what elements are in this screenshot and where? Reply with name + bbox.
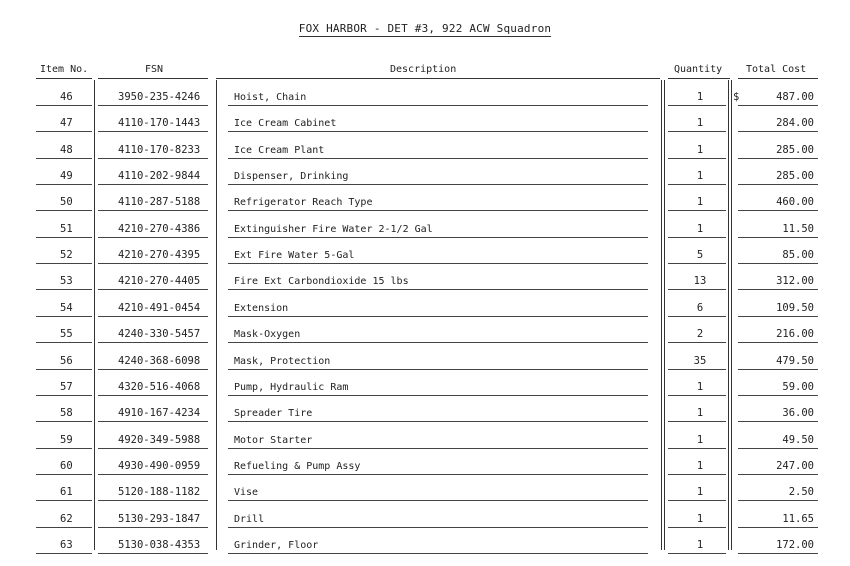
table-row [0, 83, 850, 109]
description-value: Refueling & Pump Assy [234, 460, 361, 472]
quantity-value: 1 [696, 538, 704, 551]
quantity-value: 1 [696, 170, 704, 183]
row-underline [738, 263, 818, 264]
row-underline [738, 369, 818, 370]
header-fsn: FSN [145, 64, 164, 75]
row-underline [98, 369, 208, 370]
fsn-value: 3950-235-4246 [118, 91, 201, 103]
row-underline [738, 342, 818, 343]
row-underline [98, 237, 208, 238]
item-number: 61 [60, 486, 73, 499]
header-rule [738, 78, 818, 79]
row-underline [228, 421, 648, 422]
description-value: Extinguisher Fire Water 2-1/2 Gal [234, 223, 433, 235]
row-underline [668, 131, 726, 132]
description-value: Hoist, Chain [234, 92, 307, 103]
header-quantity: Quantity [674, 64, 723, 75]
description-value: Ice Cream Cabinet [234, 118, 337, 130]
fsn-value: 4210-491-0454 [118, 301, 201, 314]
table-row [0, 215, 850, 241]
row-underline [668, 158, 726, 159]
row-underline [98, 421, 208, 422]
fsn-value: 4110-202-9844 [118, 170, 201, 183]
item-number: 59 [60, 433, 73, 446]
row-underline [228, 105, 648, 106]
total-cost-value: 479.50 [776, 354, 814, 367]
row-underline [738, 553, 818, 554]
total-cost-value: 247.00 [776, 459, 814, 472]
fsn-value: 4920-349-5988 [118, 433, 201, 446]
total-cost-value: 285.00 [776, 170, 814, 183]
total-cost-value: 487.00 [776, 91, 814, 103]
row-underline [228, 316, 648, 317]
header-rule [98, 78, 208, 79]
row-underline [738, 395, 818, 396]
table-row [0, 109, 850, 135]
table-row [0, 188, 850, 214]
total-cost-value: 312.00 [776, 275, 814, 288]
quantity-value: 2 [696, 328, 704, 341]
quantity-value: 1 [696, 407, 704, 420]
row-underline [228, 553, 648, 554]
description-value: Grinder, Floor [234, 539, 319, 551]
row-underline [738, 289, 818, 290]
quantity-value: 1 [696, 117, 704, 130]
item-number: 51 [60, 222, 73, 235]
total-cost-value: 59.00 [782, 380, 814, 393]
row-underline [36, 263, 92, 264]
quantity-value: 1 [696, 433, 704, 446]
item-number: 47 [60, 117, 73, 130]
row-underline [668, 448, 726, 449]
row-underline [36, 369, 92, 370]
row-underline [668, 184, 726, 185]
total-cost-value: 2.50 [788, 486, 814, 499]
total-cost-value: 109.50 [776, 301, 814, 314]
quantity-value: 6 [696, 301, 704, 314]
row-underline [668, 500, 726, 501]
row-underline [98, 342, 208, 343]
row-underline [228, 474, 648, 475]
row-underline [738, 527, 818, 528]
document-title: FOX HARBOR - DET #3, 922 ACW Squadron [298, 22, 552, 35]
table-row [0, 347, 850, 373]
fsn-value: 4910-167-4234 [118, 407, 201, 420]
row-underline [36, 289, 92, 290]
row-underline [98, 553, 208, 554]
row-underline [668, 263, 726, 264]
row-underline [228, 527, 648, 528]
description-value: Refrigerator Reach Type [234, 197, 373, 209]
item-number: 50 [60, 196, 73, 209]
fsn-value: 4110-170-8233 [118, 143, 201, 156]
row-underline [36, 395, 92, 396]
fsn-value: 4210-270-4386 [118, 222, 201, 235]
item-number: 48 [60, 143, 73, 156]
table-row [0, 426, 850, 452]
description-value: Mask, Protection [234, 355, 331, 367]
total-cost-value: 172.00 [776, 538, 814, 551]
item-number: 56 [60, 354, 73, 367]
description-value: Mask-Oxygen [234, 329, 301, 341]
row-underline [36, 421, 92, 422]
row-underline [228, 289, 648, 290]
description-value: Vise [234, 487, 259, 499]
description-value: Ext Fire Water 5-Gal [234, 250, 355, 262]
row-underline [98, 184, 208, 185]
description-value: Ice Cream Plant [234, 144, 325, 156]
total-cost-value: 216.00 [776, 328, 814, 341]
row-underline [36, 237, 92, 238]
total-cost-value: 49.50 [782, 433, 814, 446]
row-underline [98, 474, 208, 475]
row-underline [36, 500, 92, 501]
row-underline [668, 342, 726, 343]
item-number: 63 [60, 538, 73, 551]
row-underline [668, 395, 726, 396]
row-underline [228, 210, 648, 211]
table-row [0, 373, 850, 399]
table-row [0, 531, 850, 557]
table-row [0, 452, 850, 478]
row-underline [668, 210, 726, 211]
row-underline [98, 158, 208, 159]
row-underline [36, 316, 92, 317]
row-underline [668, 369, 726, 370]
description-value: Spreader Tire [234, 408, 313, 420]
quantity-value: 35 [693, 354, 707, 367]
row-underline [98, 289, 208, 290]
quantity-value: 1 [696, 512, 704, 525]
row-underline [668, 105, 726, 106]
description-value: Dispenser, Drinking [234, 171, 349, 183]
row-underline [98, 316, 208, 317]
description-value: Motor Starter [234, 434, 313, 446]
total-cost-value: 460.00 [776, 196, 814, 209]
description-value: Pump, Hydraulic Ram [234, 381, 349, 393]
row-underline [228, 395, 648, 396]
table-row [0, 162, 850, 188]
row-underline [36, 210, 92, 211]
item-number: 52 [60, 249, 73, 262]
item-number: 53 [60, 275, 73, 288]
table-row [0, 294, 850, 320]
row-underline [228, 342, 648, 343]
description-value: Extension [234, 302, 289, 314]
header-description: Description [390, 64, 457, 75]
fsn-value: 4110-287-5188 [118, 196, 201, 209]
table-row [0, 399, 850, 425]
row-underline [228, 448, 648, 449]
row-underline [738, 500, 818, 501]
row-underline [228, 184, 648, 185]
row-underline [36, 105, 92, 106]
row-underline [36, 184, 92, 185]
header-item-no: Item No. [40, 64, 89, 75]
description-value: Drill [234, 513, 265, 525]
row-underline [668, 527, 726, 528]
row-underline [36, 131, 92, 132]
quantity-value: 13 [693, 275, 707, 288]
item-number: 60 [60, 459, 73, 472]
row-underline [228, 158, 648, 159]
row-underline [36, 158, 92, 159]
row-underline [738, 316, 818, 317]
table-row [0, 505, 850, 531]
table-row [0, 478, 850, 504]
row-underline [98, 527, 208, 528]
table-row [0, 136, 850, 162]
row-underline [228, 500, 648, 501]
row-underline [98, 131, 208, 132]
quantity-value: 1 [696, 196, 704, 209]
item-number: 62 [60, 512, 73, 525]
quantity-value: 1 [696, 143, 704, 156]
table-row [0, 320, 850, 346]
row-underline [738, 158, 818, 159]
quantity-value: 1 [696, 222, 704, 235]
fsn-value: 4320-516-4068 [118, 380, 201, 393]
quantity-value: 1 [696, 486, 704, 499]
row-underline [668, 289, 726, 290]
row-underline [36, 553, 92, 554]
row-underline [98, 448, 208, 449]
item-number: 54 [60, 301, 73, 314]
item-number: 58 [60, 407, 73, 420]
total-cost-value: 11.65 [782, 512, 814, 525]
header-total-cost: Total Cost [746, 64, 807, 75]
quantity-value: 1 [696, 91, 704, 103]
item-number: 55 [60, 328, 73, 341]
item-number: 57 [60, 380, 73, 393]
row-underline [668, 553, 726, 554]
fsn-value: 4930-490-0959 [118, 459, 201, 472]
total-cost-value: 11.50 [782, 222, 814, 235]
row-underline [738, 474, 818, 475]
row-underline [98, 395, 208, 396]
header-rule [216, 78, 660, 79]
row-underline [98, 105, 208, 106]
row-underline [36, 448, 92, 449]
header-rule [36, 78, 92, 79]
row-underline [36, 474, 92, 475]
fsn-value: 4240-368-6098 [118, 354, 201, 367]
fsn-value: 5120-188-1182 [118, 486, 201, 499]
table-row [0, 267, 850, 293]
fsn-value: 4210-270-4395 [118, 249, 201, 262]
currency-symbol: $ [733, 91, 740, 103]
total-cost-value: 284.00 [776, 117, 814, 130]
quantity-value: 5 [696, 249, 704, 262]
total-cost-value: 285.00 [776, 143, 814, 156]
row-underline [738, 237, 818, 238]
row-underline [668, 474, 726, 475]
table-row [0, 241, 850, 267]
total-cost-value: 85.00 [782, 249, 814, 262]
fsn-value: 4110-170-1443 [118, 117, 201, 130]
row-underline [98, 210, 208, 211]
quantity-value: 1 [696, 459, 704, 472]
row-underline [738, 105, 818, 106]
row-underline [738, 131, 818, 132]
fsn-value: 5130-038-4353 [118, 538, 201, 551]
fsn-value: 5130-293-1847 [118, 512, 201, 525]
fsn-value: 4240-330-5457 [118, 328, 201, 341]
description-value: Fire Ext Carbondioxide 15 lbs [234, 276, 409, 288]
quantity-value: 1 [696, 380, 704, 393]
row-underline [98, 500, 208, 501]
row-underline [738, 184, 818, 185]
fsn-value: 4210-270-4405 [118, 275, 201, 288]
row-underline [668, 237, 726, 238]
row-underline [228, 237, 648, 238]
row-underline [36, 527, 92, 528]
header-rule [668, 78, 730, 79]
row-underline [668, 421, 726, 422]
row-underline [738, 448, 818, 449]
total-cost-value: 36.00 [782, 407, 814, 420]
row-underline [668, 316, 726, 317]
row-underline [36, 342, 92, 343]
item-number: 46 [60, 91, 73, 103]
item-number: 49 [60, 170, 73, 183]
row-underline [738, 210, 818, 211]
row-underline [228, 131, 648, 132]
row-underline [98, 263, 208, 264]
row-underline [228, 263, 648, 264]
row-underline [738, 421, 818, 422]
row-underline [228, 369, 648, 370]
